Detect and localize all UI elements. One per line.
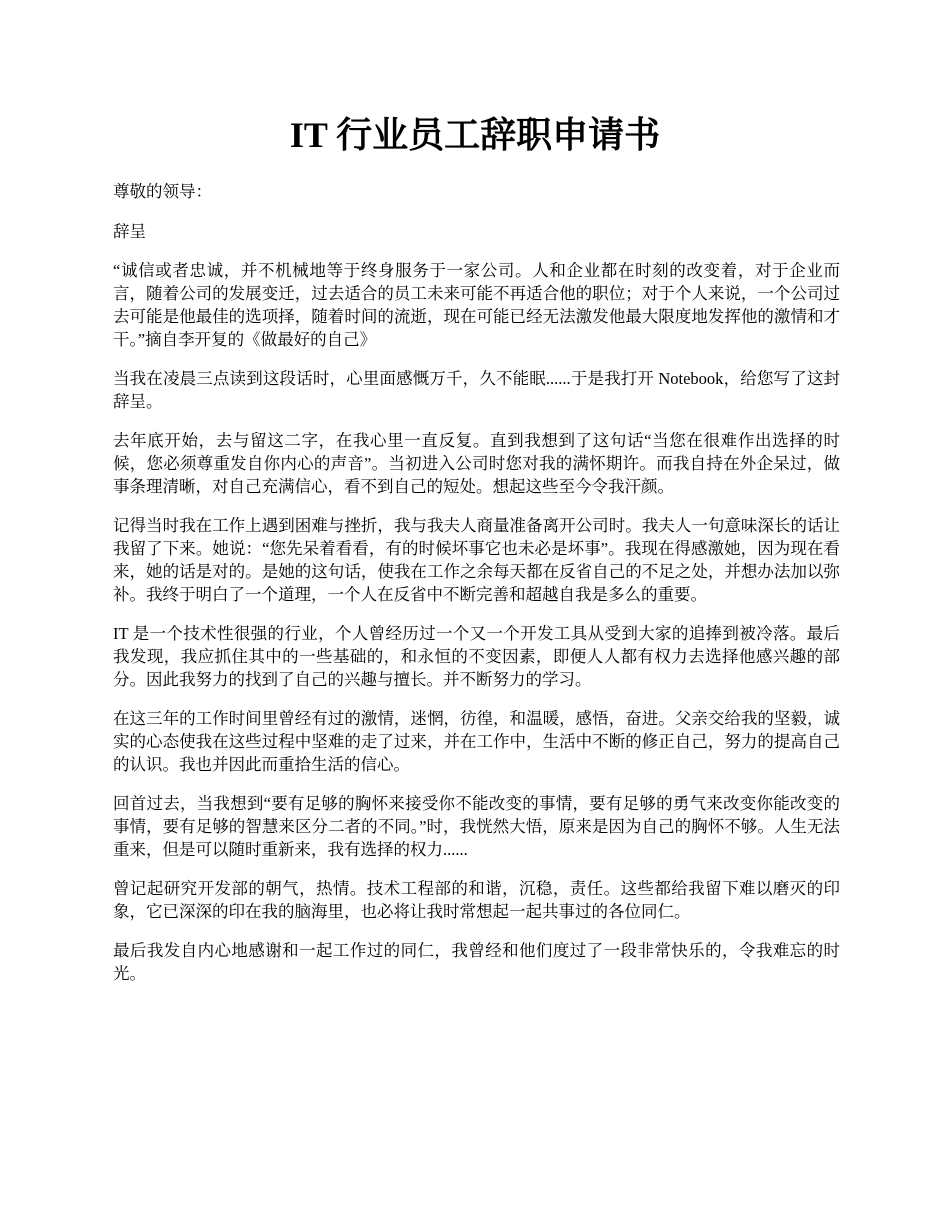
document-body	[113, 180, 840, 1001]
paragraph: 在这三年的工作时间里曾经有过的激情，迷惘，彷徨，和温暖，感悟，奋进。父亲交给我的坚毅，诚实的心态使我在这些过程中坚难的走了过来，并在工作中，生活中不断的修正自己，努力的提高自己的认识。我也并因此而重拾生活的信心。	[113, 709, 840, 774]
salutation: 尊敬的领导：	[113, 182, 212, 201]
paragraph: 曾记起研究开发部的朝气，热情。技术工程部的和谐，沉稳，责任。这些都给我留下难以磨灭的印象，它已深深的印在我的脑海里，也必将让我时常想起一起共事过的各位同仁。	[113, 879, 840, 921]
paragraph-closing: 最后我发自内心地感谢和一起工作过的同仁，我曾经和他们度过了一段非常快乐的，令我难忘的时光。	[113, 941, 840, 983]
paragraph: 回首过去，当我想到“要有足够的胸怀来接受你不能改变的事情，要有足够的勇气来改变你能改变的事情，要有足够的智慧来区分二者的不同。”时，我恍然大悟，原来是因为自己的胸怀不够。人生无法重来，但是可以随时重新来，我有选择的权力......	[113, 794, 840, 859]
paragraph: IT 是一个技术性很强的行业，个人曾经历过一个又一个开发工具从受到大家的追捧到被冷落。最后我发现，我应抓住其中的一些基础的，和永恒的不变因素，即便人人都有权力去选择他感兴趣的部分。因此我努力的找到了自己的兴趣与擅长。并不断努力的学习。	[113, 624, 840, 689]
paragraph: 去年底开始，去与留这二字，在我心里一直反复。直到我想到了这句话“当您在很难作出选择的时候，您必须尊重发自你内心的声音”。当初进入公司时您对我的满怀期许。而我自持在外企呆过，做事条理清晰，对自己充满信心，看不到自己的短处。想起这些至今令我汗颜。	[113, 431, 840, 496]
paragraph-quote: “诚信或者忠诚，并不机械地等于终身服务于一家公司。人和企业都在时刻的改变着，对于企业而言，随着公司的发展变迁，过去适合的员工未来可能不再适合他的职位；对于个人来说，一个公司过去可能是他最佳的选项择，随着时间的流逝，现在可能已经无法激发他最大限度地发挥他的激情和才干。”摘自李开复的《做最好的自己》	[113, 261, 840, 349]
document-title: IT 行业员工辞职申请书	[289, 115, 661, 155]
paragraph: 记得当时我在工作上遇到困难与挫折，我与我夫人商量准备离开公司时。我夫人一句意味深长的话让我留了下来。她说：“您先呆着看看，有的时候坏事它也未必是坏事”。我现在得感激她，因为现在看来，她的话是对的。是她的这句话，使我在工作之余每天都在反省自己的不足之处，并想办法加以弥补。我终于明白了一个道理，一个人在反省中不断完善和超越自我是多么的重要。	[113, 516, 840, 604]
opening-line: 辞呈	[113, 222, 146, 241]
paragraph: 当我在凌晨三点读到这段话时，心里面感慨万千，久不能眠......于是我打开 Notebook，给您写了这封辞呈。	[113, 369, 840, 411]
